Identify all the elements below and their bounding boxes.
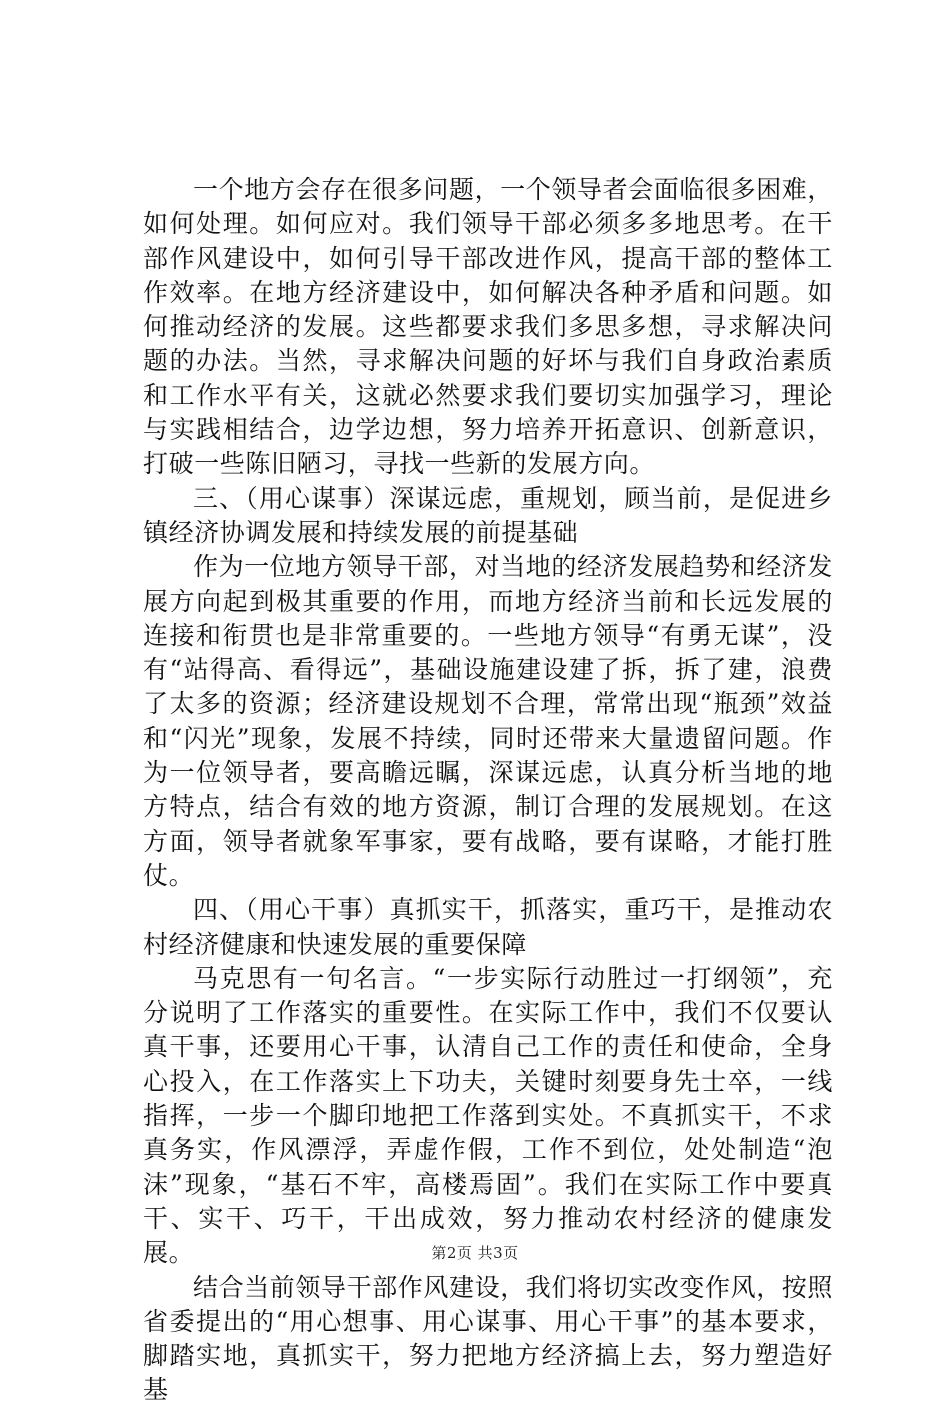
section-heading-four: 四、（用心干事）真抓实干，抓落实，重巧干，是推动农村经济健康和快速发展的重要保障 xyxy=(143,895,833,959)
document-body xyxy=(143,173,833,1408)
paragraph-planning: 作为一位地方领导干部，对当地的经济发展趋势和经济发展方向起到极其重要的作用，而地方经济当前和长远发展的连接和衔贯也是非常重要的。一些地方领导“有勇无谋”，没有“站得高、看得远”，基础设施建设建了拆，拆了建，浪费了太多的资源；经济建设规划不合理，常常出现“瓶颈”效益和“闪光”现象，发展不持续，同时还带来大量遗留问题。作为一位领导者，要高瞻远瞩，深谋远虑，认真分析当地的地方特点，结合有效的地方资源，制订合理的发展规划。在这方面，领导者就象军事家，要有战略，要有谋略，才能打胜仗。 xyxy=(143,552,834,890)
paragraph-implementation: 马克思有一句名言。“一步实际行动胜过一打纲领”，充分说明了工作落实的重要性。在实际工作中，我们不仅要认真干事，还要用心干事，认清自己工作的责任和使命，全身心投入，在工作落实上下功夫，关键时刻要身先士卒，一线指挥，一步一个脚印地把工作落到实处。不真抓实干，不求真务实，作风漂浮，弄虚作假，工作不到位，处处制造“泡沫”现象，“基石不牢，高楼焉固”。我们在实际工作中要真干、实干、巧干，干出成效，努力推动农村经济的健康发展。 xyxy=(143,963,833,1268)
paragraph-conclusion: 结合当前领导干部作风建设，我们将切实改变作风，按照省委提出的“用心想事、用心谋事、用心干事”的基本要求，脚踏实地，真抓实干，努力把地方经济搞上去，努力塑造好基 xyxy=(143,1272,834,1405)
page-number-footer: 第2页 共3页 xyxy=(431,1244,519,1262)
section-heading-three: 三、（用心谋事）深谋远虑，重规划，顾当前，是促进乡镇经济协调发展和持续发展的前提基础 xyxy=(143,483,833,547)
paragraph-thinking: 一个地方会存在很多问题，一个领导者会面临很多困难，如何处理。如何应对。我们领导干部必须多多地思考。在干部作风建设中，如何引导干部改进作风，提高干部的整体工作效率。在地方经济建设中，如何解决各种矛盾和问题。如何推动经济的发展。这些都要求我们多思多想，寻求解决问题的办法。当然，寻求解决问题的好坏与我们自身政治素质和工作水平有关，这就必然要求我们要切实加强学习，理论与实践相结合，边学边想，努力培养开拓意识、创新意识，打破一些陈旧陋习，寻找一些新的发展方向。 xyxy=(143,175,834,479)
